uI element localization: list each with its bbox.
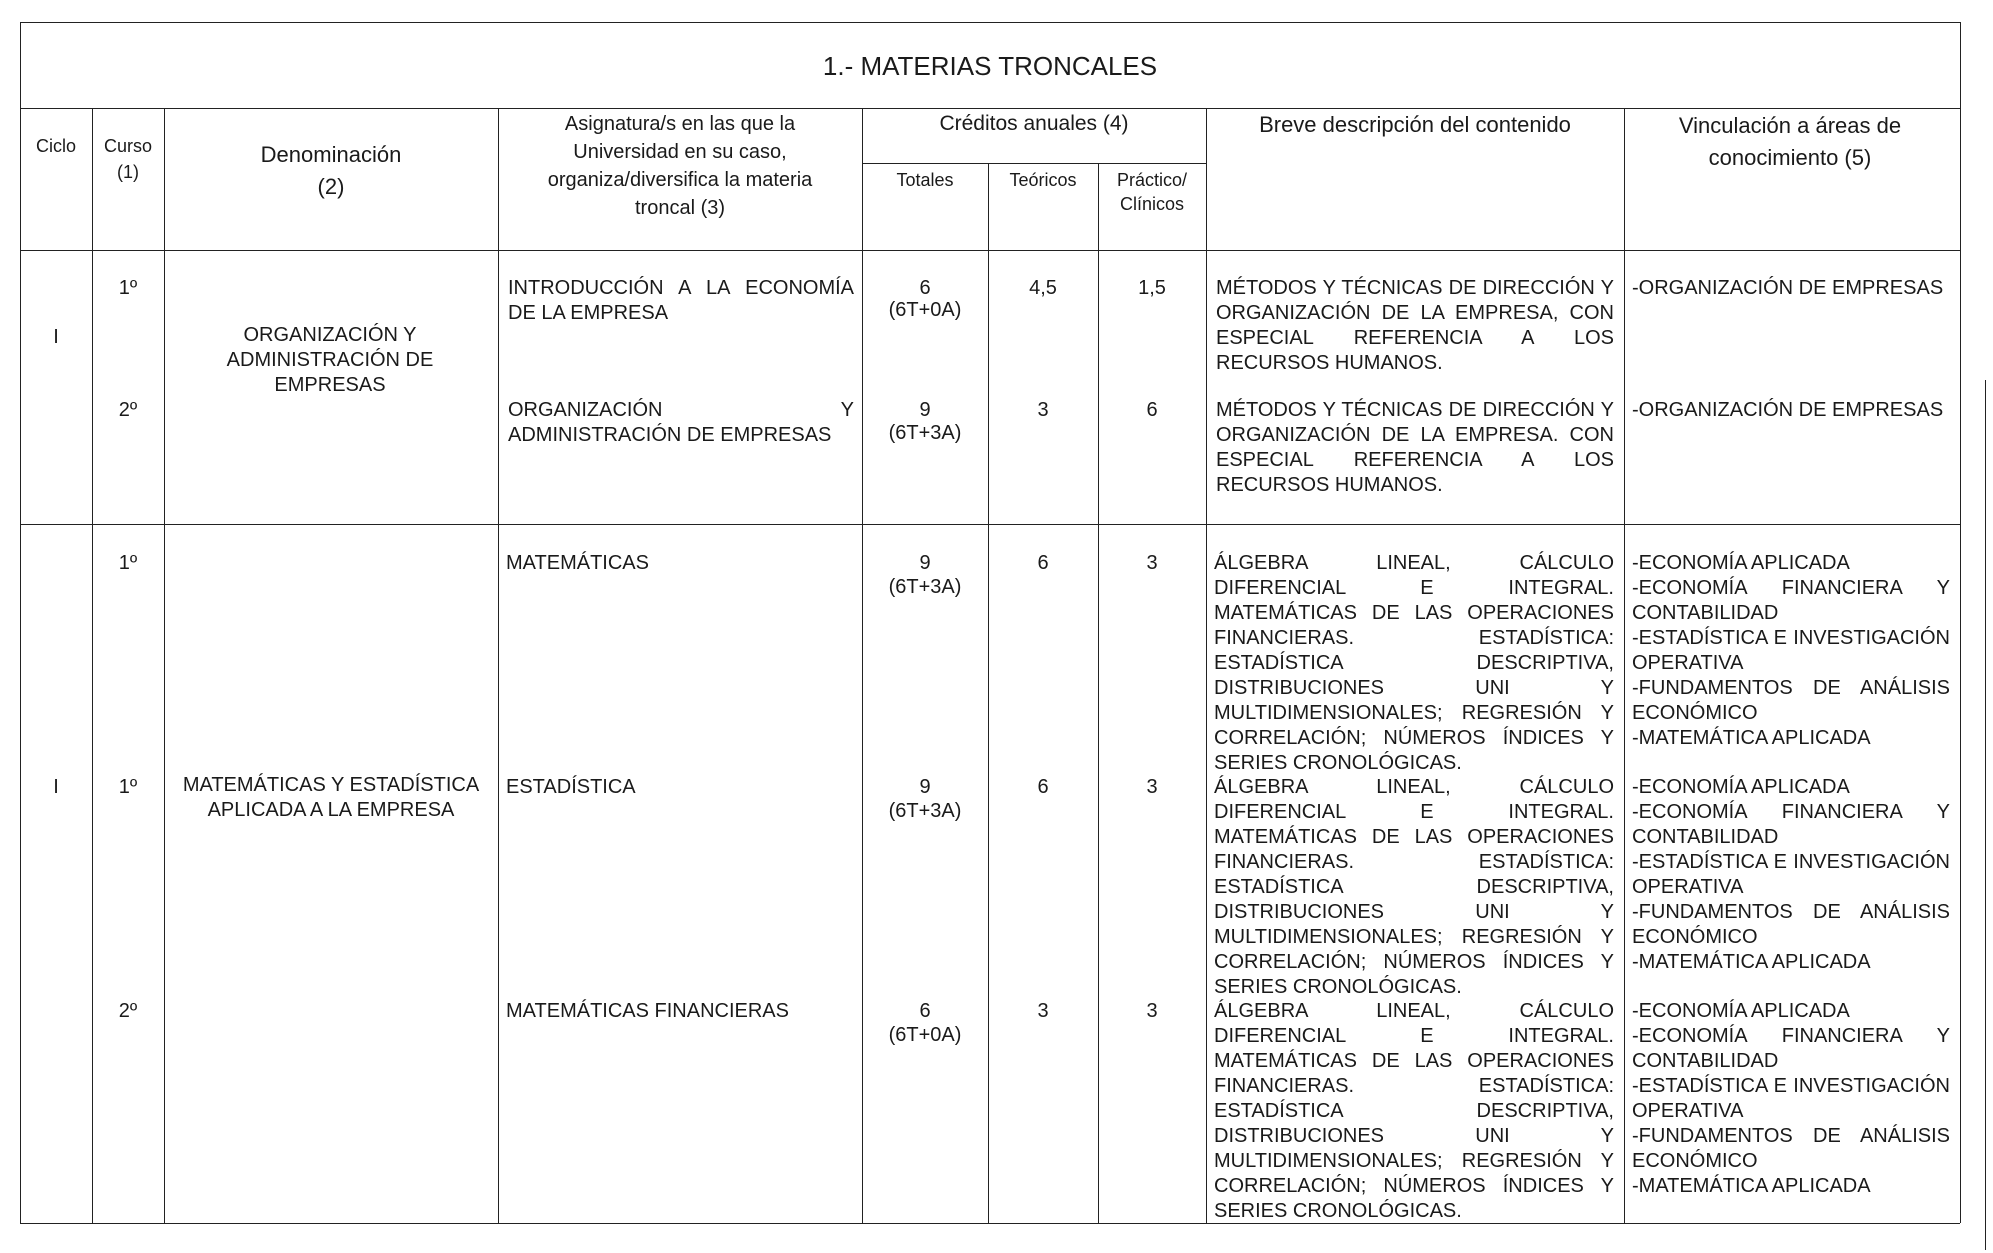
curso-cell: 1º: [118, 277, 138, 299]
header-creditos: Créditos anuales (4): [939, 112, 1129, 135]
descripcion-cell: ÁLGEBRA LINEAL, CÁLCULO DIFERENCIAL E INTEGRAL. MATEMÁTICAS DE LAS OPERACIONES FINANCIERAS. ESTADÍSTICA: ESTADÍSTICA DESCRIPTIVA, DISTRIBUCIONES UNI Y MULTIDIMENSIONALES; REGRESIÓN Y CORRELACIÓN; NÚMEROS ÍNDICES Y SERIES CRONOLÓGICAS.: [1214, 1000, 1614, 1222]
area-item: -ESTADÍSTICA E INVESTIGACIÓN OPERATIVA: [1632, 851, 1950, 898]
header-vinculacion: Vinculación a áreas de conocimiento (5): [1678, 113, 1902, 170]
asignatura-cell: INTRODUCCIÓN A LA ECONOMÍA DE LA EMPRESA: [508, 277, 854, 324]
header-ciclo: Ciclo: [35, 136, 76, 156]
practicos-cell: 3: [1146, 552, 1158, 574]
totales-detail-cell: (6T+3A): [888, 422, 962, 444]
practicos-cell: 1,5: [1138, 277, 1166, 299]
header-descripcion: Breve descripción del contenido: [1259, 112, 1571, 137]
teoricos-cell: 6: [1037, 552, 1049, 574]
area-item: -ECONOMÍA FINANCIERA Y CONTABILIDAD: [1632, 1025, 1950, 1072]
practicos-cell: 3: [1146, 1000, 1158, 1022]
descripcion-cell: ÁLGEBRA LINEAL, CÁLCULO DIFERENCIAL E INTEGRAL. MATEMÁTICAS DE LAS OPERACIONES FINANCIERAS. ESTADÍSTICA: ESTADÍSTICA DESCRIPTIVA, DISTRIBUCIONES UNI Y MULTIDIMENSIONALES; REGRESIÓN Y CORRELACIÓN; NÚMEROS ÍNDICES Y SERIES CRONOLÓGICAS.: [1214, 776, 1614, 998]
header-teoricos: Teóricos: [1009, 170, 1077, 190]
denominacion-cell: ORGANIZACIÓN Y ADMINISTRACIÓN DE EMPRESAS: [226, 324, 434, 396]
header-totales: Totales: [896, 170, 954, 190]
area-item: -FUNDAMENTOS DE ANÁLISIS ECONÓMICO: [1632, 1125, 1950, 1172]
curso-cell: 2º: [118, 1000, 138, 1022]
header-curso-note: (1): [117, 162, 139, 182]
asignatura-cell: ESTADÍSTICA: [506, 776, 636, 798]
ciclo-cell: I: [53, 776, 59, 798]
area-item: -ECONOMÍA APLICADA: [1632, 776, 1850, 798]
area-item: -ECONOMÍA FINANCIERA Y CONTABILIDAD: [1632, 577, 1950, 624]
totales-cell: 6: [919, 277, 931, 299]
header-curso: Curso: [103, 136, 152, 156]
curso-cell: 1º: [118, 552, 138, 574]
area-item: -ESTADÍSTICA E INVESTIGACIÓN OPERATIVA: [1632, 1075, 1950, 1122]
descripcion-cell: MÉTODOS Y TÉCNICAS DE DIRECCIÓN Y ORGANIZACIÓN DE LA EMPRESA. CON ESPECIAL REFERENCIA A LOS RECURSOS HUMANOS.: [1216, 399, 1614, 496]
area-item: -ECONOMÍA APLICADA: [1632, 1000, 1850, 1022]
denominacion-cell: MATEMÁTICAS Y ESTADÍSTICA APLICADA A LA EMPRESA: [182, 774, 480, 821]
teoricos-cell: 4,5: [1029, 277, 1057, 299]
totales-cell: 9: [919, 776, 931, 798]
header-denominacion: Denominación: [260, 142, 402, 167]
area-item: -ECONOMÍA FINANCIERA Y CONTABILIDAD: [1632, 801, 1950, 848]
ciclo-cell: I: [53, 326, 59, 348]
areas-list: [1632, 551, 1950, 751]
area-item: -FUNDAMENTOS DE ANÁLISIS ECONÓMICO: [1632, 677, 1950, 724]
teoricos-cell: 3: [1037, 1000, 1049, 1022]
area-item: -MATEMÁTICA APLICADA: [1632, 1175, 1871, 1197]
teoricos-cell: 3: [1037, 399, 1049, 421]
totales-detail-cell: (6T+0A): [888, 299, 962, 321]
area-item: -MATEMÁTICA APLICADA: [1632, 727, 1871, 749]
area-item: -ECONOMÍA APLICADA: [1632, 552, 1850, 574]
totales-cell: 6: [919, 1000, 931, 1022]
asignatura-cell: MATEMÁTICAS: [506, 552, 649, 574]
curso-cell: 2º: [118, 399, 138, 421]
area-item: -ORGANIZACIÓN DE EMPRESAS: [1632, 399, 1944, 421]
area-item: -ORGANIZACIÓN DE EMPRESAS: [1632, 277, 1944, 299]
practicos-cell: 6: [1146, 399, 1158, 421]
teoricos-cell: 6: [1037, 776, 1049, 798]
curso-cell: 1º: [118, 776, 138, 798]
header-asignaturas: Asignatura/s en las que la Universidad en su caso, organiza/diversifica la materia troncal (3): [547, 113, 813, 219]
area-item: -ESTADÍSTICA E INVESTIGACIÓN OPERATIVA: [1632, 627, 1950, 674]
area-item: -MATEMÁTICA APLICADA: [1632, 951, 1871, 973]
asignatura-cell: MATEMÁTICAS FINANCIERAS: [506, 1000, 789, 1022]
header-practicos: Práctico/ Clínicos: [1116, 170, 1188, 214]
descripcion-cell: ÁLGEBRA LINEAL, CÁLCULO DIFERENCIAL E INTEGRAL. MATEMÁTICAS DE LAS OPERACIONES FINANCIERAS. ESTADÍSTICA: ESTADÍSTICA DESCRIPTIVA, DISTRIBUCIONES UNI Y MULTIDIMENSIONALES; REGRESIÓN Y CORRELACIÓN; NÚMEROS ÍNDICES Y SERIES CRONOLÓGICAS.: [1214, 552, 1614, 774]
areas-list: [1632, 775, 1950, 975]
descripcion-cell: MÉTODOS Y TÉCNICAS DE DIRECCIÓN Y ORGANIZACIÓN DE LA EMPRESA, CON ESPECIAL REFERENCIA A LOS RECURSOS HUMANOS.: [1216, 277, 1614, 374]
area-item: -FUNDAMENTOS DE ANÁLISIS ECONÓMICO: [1632, 901, 1950, 948]
totales-detail-cell: (6T+3A): [888, 800, 962, 822]
asignatura-cell: ORGANIZACIÓN Y ADMINISTRACIÓN DE EMPRESAS: [508, 399, 854, 446]
totales-cell: 9: [919, 552, 931, 574]
page-title: 1.- MATERIAS TRONCALES: [822, 51, 1158, 81]
practicos-cell: 3: [1146, 776, 1158, 798]
areas-list: [1632, 999, 1950, 1199]
totales-detail-cell: (6T+0A): [888, 1024, 962, 1046]
totales-detail-cell: (6T+3A): [888, 576, 962, 598]
totales-cell: 9: [919, 399, 931, 421]
header-denominacion-note: (2): [317, 174, 345, 199]
